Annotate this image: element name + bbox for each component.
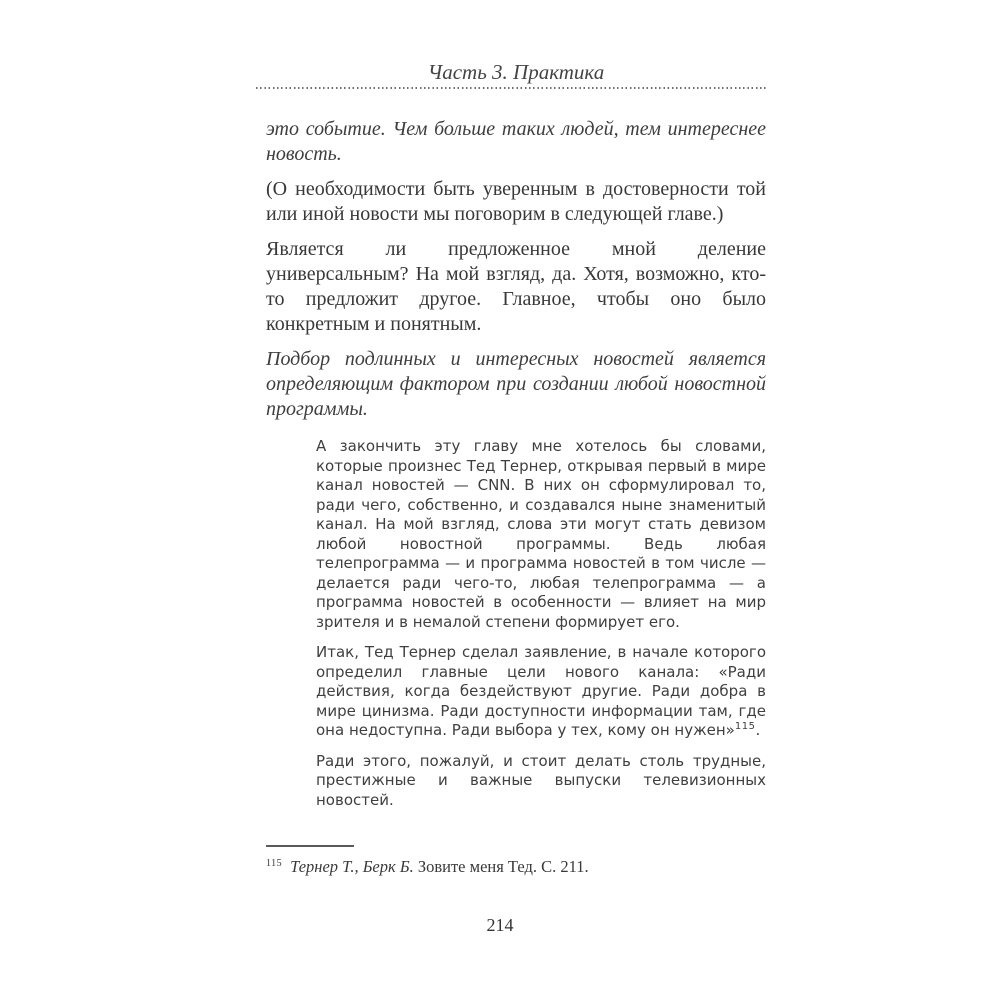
quote-paragraph-2-period: . — [755, 721, 761, 739]
body-text — [266, 117, 766, 810]
quote-paragraph-1: А закончить эту главу мне хотелось бы словами, которые произнес Тед Тернер, открывая первый в мире канал новостей — CNN. В них он сформулировал то, ради чего, собственно, и создавался ныне знаменитый канал. На мой взгляд, слова эти могут стать девизом любой новостной программы. Ведь любая телепрограмма — и программа новостей в том числе — делается ради чего-то, любая телепрограмма — а программа новостей в особенности — влияет на мир зрителя и в немалой степени формирует его. — [316, 437, 766, 631]
indented-quote-block — [316, 437, 766, 810]
footnote-marker: 115 — [266, 857, 283, 869]
footnote-115 — [266, 856, 766, 877]
paragraph-question: Является ли предложенное мной деление универсальным? На мой взгляд, да. Хотя, возможно, кто-то предложит другое. Главное, чтобы оно было конкретным и понятным. — [266, 238, 766, 335]
paragraph-parenthetical: (О необходимости быть уверенным в достоверности той или иной новости мы поговорим в следующей главе.) — [266, 178, 766, 225]
footnote-authors: Тернер Т., Берк Б. — [290, 857, 414, 876]
footnote-area — [266, 845, 766, 877]
footnote-separator-rule — [266, 845, 354, 847]
page-number: 214 — [486, 915, 514, 935]
running-head: Часть 3. Практика — [427, 60, 605, 84]
quote-paragraph-2-text: Итак, Тед Тернер сделал заявление, в начале которого определил главные цели нового канала: «Ради действия, когда бездействуют другие. Ради добра в мире цинизма. Ради доступности информации там, где она недоступна. Ради выбора у тех, кому он нужен» — [316, 643, 766, 739]
header-dotted-rule — [256, 87, 768, 89]
text-column — [266, 0, 766, 821]
footnote-text: Зовите меня Тед. С. 211. — [413, 857, 589, 876]
quote-paragraph-3: Ради этого, пожалуй, и стоит делать столь трудные, престижные и важные выпуски телевизионных новостей. — [316, 751, 766, 809]
paragraph-intro-italic: это событие. Чем больше таких людей, тем интереснее новость. — [266, 118, 766, 165]
paragraph-thesis-italic: Подбор подлинных и интересных новостей является определяющим фактором при создании любой новостной программы. — [266, 348, 766, 420]
quote-paragraph-2 — [316, 643, 766, 741]
footnote-reference-115: 115 — [734, 721, 756, 732]
